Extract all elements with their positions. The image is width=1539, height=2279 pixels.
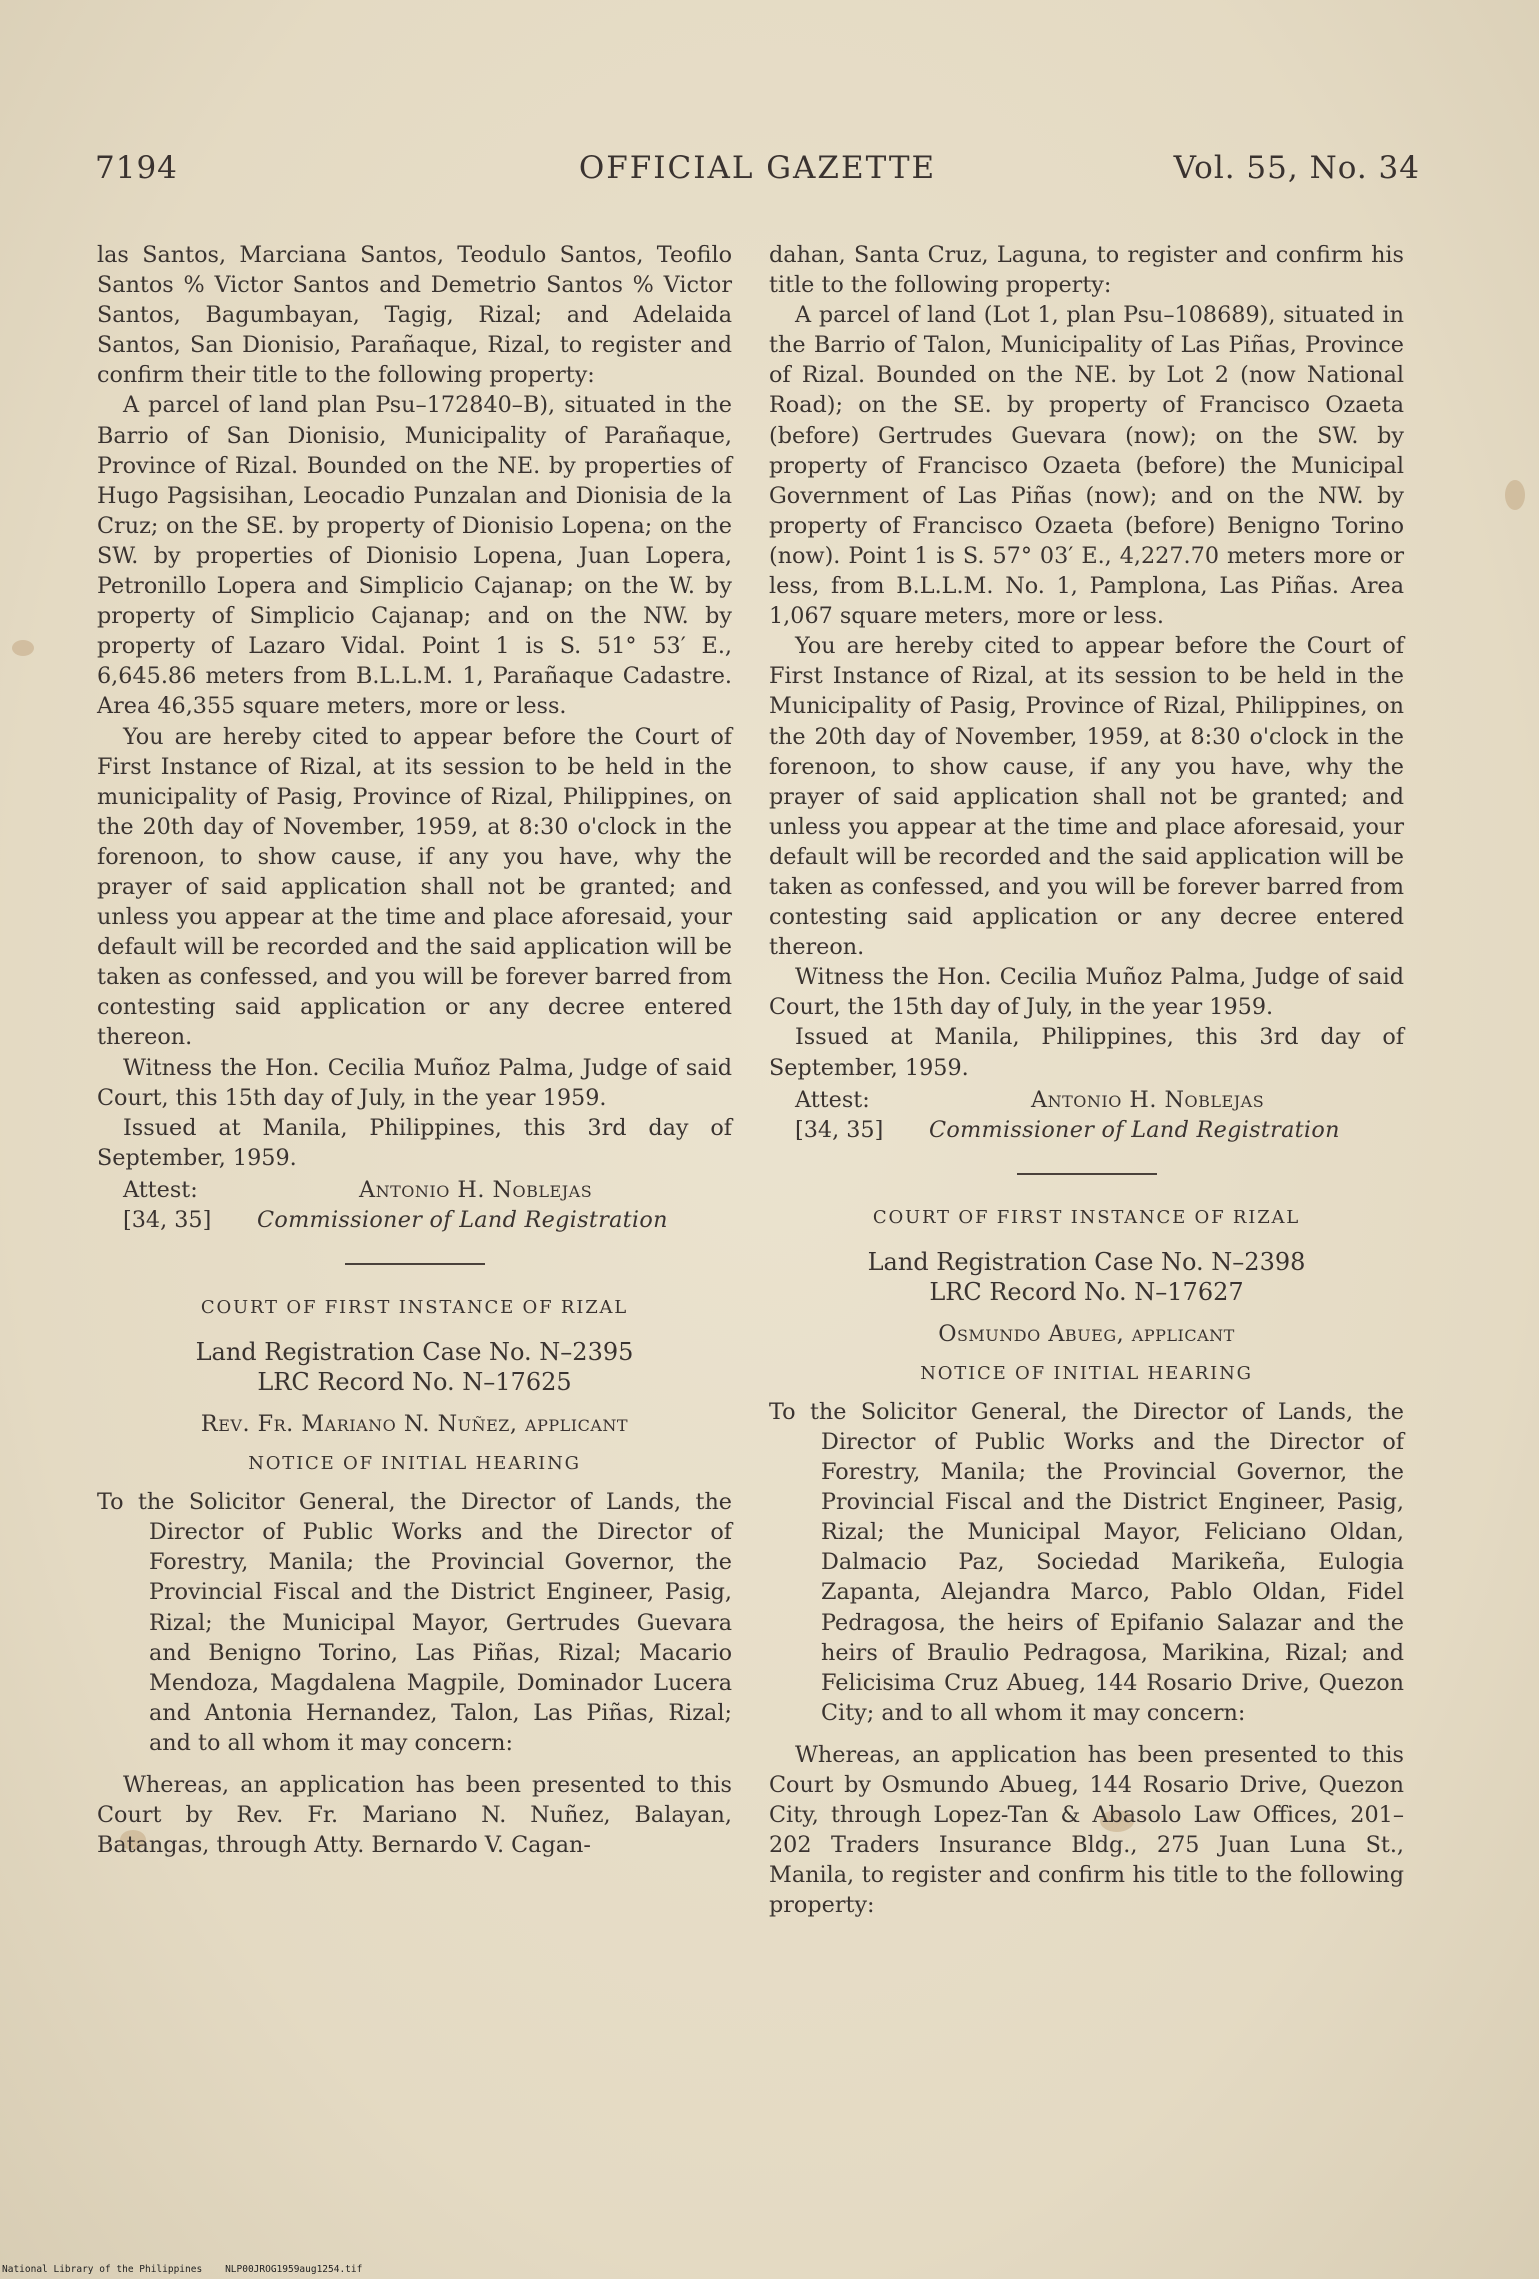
issued-paragraph: Issued at Manila, Philippines, this 3rd day of September, 1959. [769, 1024, 1404, 1081]
footer-source: National Library of the Philippines [2, 2264, 203, 2275]
lrc-record: LRC Record No. N–17625 [257, 1368, 572, 1396]
notice-heading: NOTICE OF INITIAL HEARING [920, 1362, 1253, 1384]
applicant: Rev. Fr. Mariano N. Nuñez, applicant [200, 1411, 629, 1437]
applicant: Osmundo Abueg, applicant [938, 1320, 1235, 1347]
paper-stain [1505, 480, 1525, 510]
whereas-paragraph: Whereas, an application has been presented to this Court by Rev. Fr. Mariano N. Nuñez, Balayan, Batangas, through Atty. Bernardo V. Cagan- [97, 1772, 732, 1859]
citation-paragraph: You are hereby cited to appear before the Court of First Instance of Rizal, at its session to be held in the Municipality of Pasig, Province of Rizal, Philippines, on the 20th day of November, 1959, at 8:30 o'clock in the forenoon, to show cause, if any you have, why the prayer of said application shall not be granted; and unless you appear at the time and place aforesaid, your default will be recorded and the said application will be taken as confessed, and you will be forever barred from contesting said application or any decree entered thereon. [769, 633, 1404, 961]
attestation [97, 1175, 732, 1235]
notice-heading: NOTICE OF INITIAL HEARING [248, 1453, 581, 1475]
lrc-record: LRC Record No. N–17627 [929, 1277, 1244, 1306]
issued-paragraph: Issued at Manila, Philippines, this 3rd day of September, 1959. [97, 1114, 732, 1171]
attest-label: Attest: [123, 1176, 198, 1203]
court-heading: COURT OF FIRST INSTANCE OF RIZAL [200, 1296, 629, 1318]
property-description: A parcel of land plan Psu–172840–B), situated in the Barrio of San Dionisio, Municipality of Parañaque, Province of Rizal. Bounded on the NE. by properties of Hugo Pagsisihan, Leocadio Punzalan and Dionisia de la Cruz; on the SE. by property of Dionisio Lopena; on the SW. by properties of Dionisio Lopena, Juan Lopera, Petronillo Lopera and Simplicio Cajanap; on the W. by property of Simplicio Cajanap; and on the NW. by property of Lazaro Vidal. Point 1 is S. 51° 53′ E., 6,645.86 meters from B.L.L.M. 1, Parañaque Cadastre. Area 46,355 square meters, more or less. [97, 392, 732, 720]
page-header [95, 150, 1420, 200]
paragraph: las Santos, Marciana Santos, Teodulo Santos, Teofilo Santos % Victor Santos and Demetrio Santos % Victor Santos, Bagumbayan, Tagig, Rizal; and Adelaida Santos, San Dionisio, Parañaque, Rizal, to register and confirm their title to the following property: [97, 242, 732, 389]
case-number: Land Registration Case No. N–2395 [195, 1338, 634, 1366]
page-number: 7194 [95, 150, 178, 186]
case-number: Land Registration Case No. N–2398 [867, 1247, 1306, 1276]
court-heading: COURT OF FIRST INSTANCE OF RIZAL [872, 1206, 1301, 1228]
left-column [97, 240, 732, 1860]
right-column [769, 240, 1404, 1921]
attest-label: Attest: [795, 1086, 870, 1113]
publication-title: OFFICIAL GAZETTE [578, 150, 937, 186]
attestation [769, 1085, 1404, 1145]
paragraph: dahan, Santa Cruz, Laguna, to register and confirm his title to the following property: [769, 242, 1404, 299]
addressees: To the Solicitor General, the Director of Lands, the Director of Public Works and the Director of Forestry, Manila; the Provincial Governor, the Provincial Fiscal and the District Engineer, Pasig, Rizal; the Municipal Mayor, Gertrudes Guevara and Benigno Torino, Las Piñas, Rizal; Macario Mendoza, Magdalena Magpile, Dominador Lucera and Antonia Hernandez, Talon, Las Piñas, Rizal; and to all whom it may concern: [97, 1489, 732, 1756]
section-divider [345, 1263, 485, 1265]
attest-name: Antonio H. Noblejas [359, 1176, 593, 1203]
addressees: To the Solicitor General, the Director of Lands, the Director of Public Works and the Director of Forestry, Manila; the Provincial Governor, the Provincial Fiscal and the District Engineer, Pasig, Rizal; the Municipal Mayor, Feliciano Oldan, Dalmacio Paz, Sociedad Marikeña, Eulogia Zapanta, Alejandra Marco, Pablo Oldan, Fidel Pedragosa, the heirs of Epifanio Salazar and the heirs of Braulio Pedragosa, Marikina, Rizal; and Felicisima Cruz Abueg, 144 Rosario Drive, Quezon City; and to all whom it may concern: [769, 1398, 1404, 1726]
footer-file: NLP00JROG1959aug1254.tif [225, 2264, 363, 2275]
paper-stain [12, 640, 34, 656]
attest-office: Commissioner of Land Registration [929, 1116, 1340, 1143]
section-divider [1017, 1173, 1157, 1175]
attest-ref: [34, 35] [123, 1206, 212, 1233]
witness-paragraph: Witness the Hon. Cecilia Muñoz Palma, Judge of said Court, the 15th day of July, in the year 1959. [769, 964, 1404, 1021]
attest-office: Commissioner of Land Registration [257, 1206, 668, 1233]
attest-name: Antonio H. Noblejas [1031, 1086, 1265, 1113]
attest-ref: [34, 35] [795, 1116, 884, 1143]
whereas-paragraph: Whereas, an application has been presented to this Court by Osmundo Abueg, 144 Rosario Drive, Quezon City, through Lopez-Tan & Abasolo Law Offices, 201–202 Traders Insurance Bldg., 275 Juan Luna St., Manila, to register and confirm his title to the following property: [769, 1741, 1404, 1919]
witness-paragraph: Witness the Hon. Cecilia Muñoz Palma, Judge of said Court, this 15th day of July, in the year 1959. [97, 1054, 732, 1111]
property-description: A parcel of land (Lot 1, plan Psu–108689), situated in the Barrio of Talon, Municipality of Las Piñas, Province of Rizal. Bounded on the NE. by Lot 2 (now National Road); on the SE. by property of Francisco Ozaeta (before) Gertrudes Guevara (now); on the SW. by property of Francisco Ozaeta (before) the Municipal Government of Las Piñas (now); and on the NW. by property of Francisco Ozaeta (before) Benigno Torino (now). Point 1 is S. 57° 03′ E., 4,227.70 meters more or less, from B.L.L.M. No. 1, Pamplona, Las Piñas. Area 1,067 square meters, more or less. [769, 302, 1404, 630]
volume-issue: Vol. 55, No. 34 [1173, 150, 1420, 186]
scan-footer [2, 2264, 362, 2275]
citation-paragraph: You are hereby cited to appear before the Court of First Instance of Rizal, at its session to be held in the municipality of Pasig, Province of Rizal, Philippines, on the 20th day of November, 1959, at 8:30 o'clock in the forenoon, to show cause, if any you have, why the prayer of said application shall not be granted; and unless you appear at the time and place aforesaid, your default will be recorded and the said application will be taken as confessed, and you will be forever barred from contesting said application or any decree entered thereon. [97, 723, 732, 1051]
